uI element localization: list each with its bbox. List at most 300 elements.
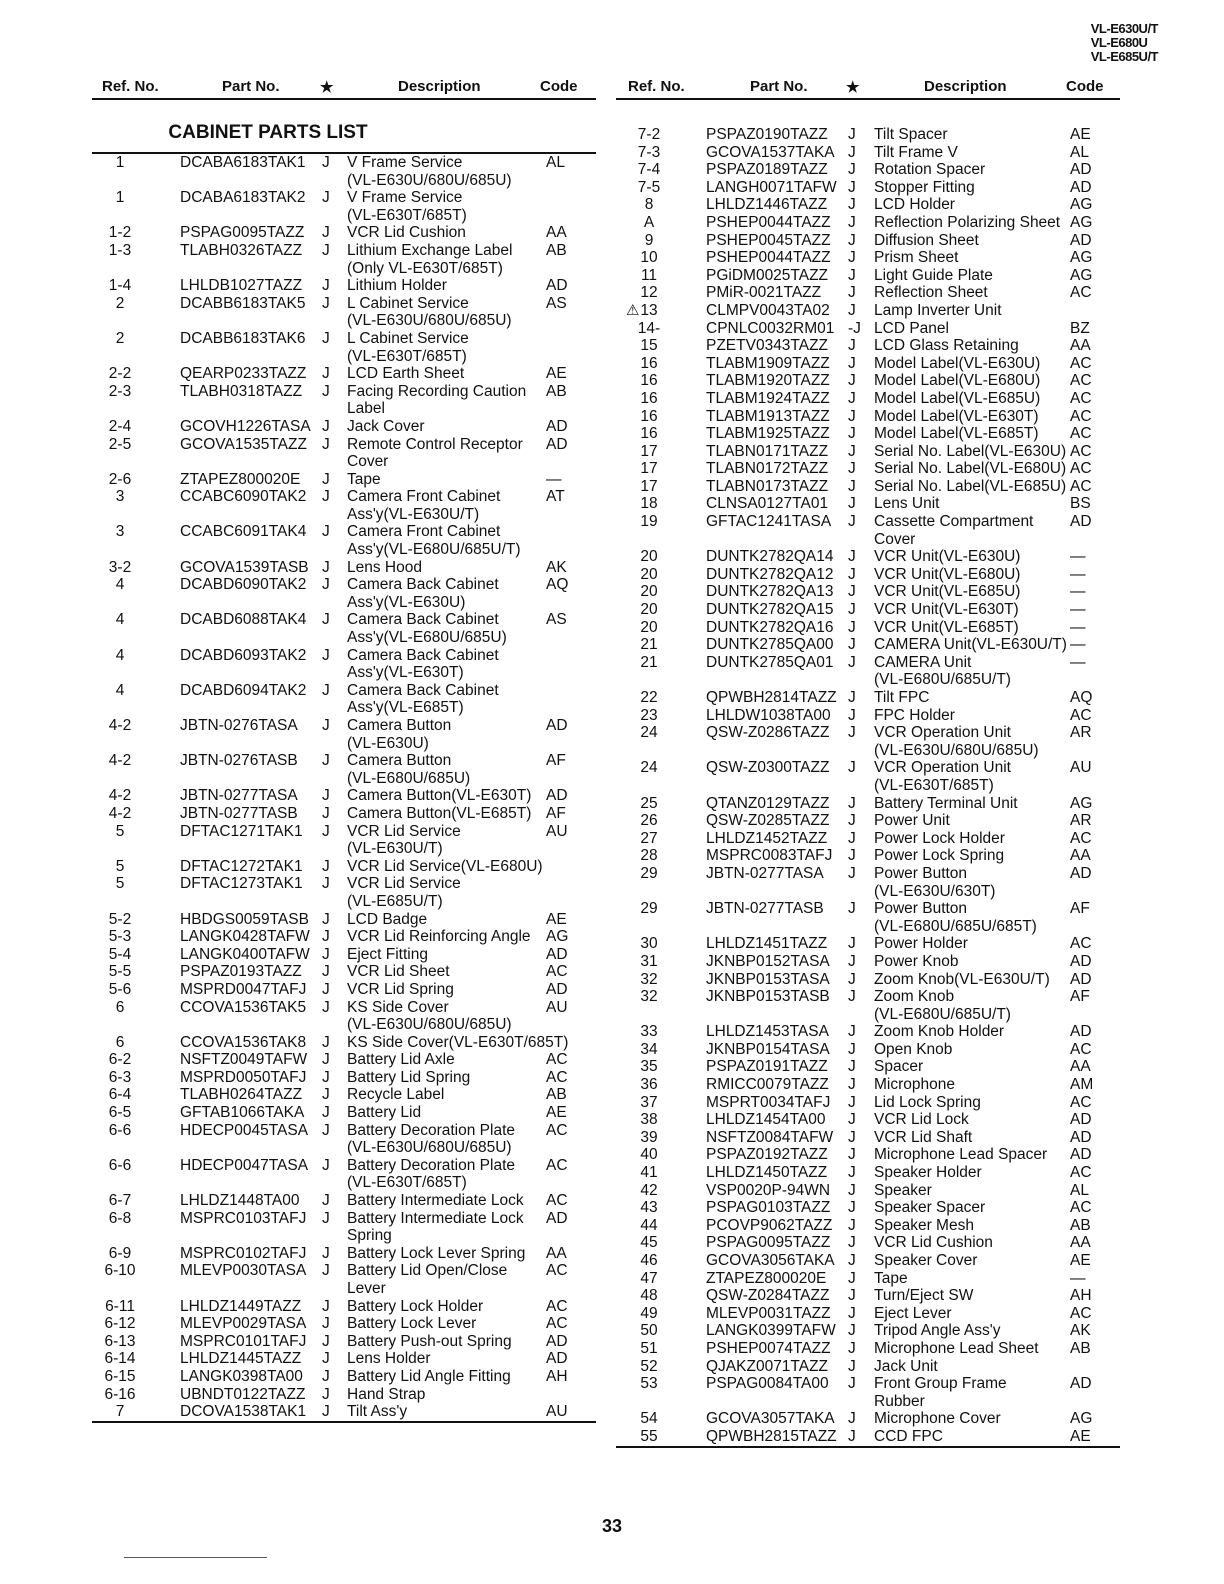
table-row (92, 541, 596, 559)
ref-no: 3-2 (108, 558, 132, 576)
description: Remote Control Receptor (347, 435, 523, 453)
table-row (92, 823, 596, 841)
ref-no: 26 (640, 812, 658, 830)
table-row (616, 1076, 1120, 1094)
description: Microphone Cover (874, 1410, 1001, 1428)
part-no: PSPAZ0191TAZZ (706, 1058, 828, 1076)
part-no: LHLDZ1448TA00 (180, 1192, 300, 1210)
part-no: DUNTK2782QA12 (706, 565, 834, 583)
description: VCR Lid Lock (874, 1111, 969, 1129)
mark: J (848, 1093, 856, 1111)
ref-no: 8 (644, 196, 654, 214)
part-no: LHLDZ1449TAZZ (180, 1297, 302, 1315)
description: Battery Lock Lever Spring (347, 1244, 526, 1262)
ref-no: 6-7 (108, 1192, 132, 1210)
table-row (616, 583, 1120, 601)
code: AU (546, 998, 568, 1016)
code: AD (546, 1209, 568, 1227)
table-row (616, 883, 1120, 901)
mark: J (848, 864, 856, 882)
part-no: PSPAG0095TAZZ (180, 224, 305, 242)
code: AC (546, 963, 568, 981)
description: Ass'y(VL-E680U/685U/T) (347, 541, 521, 559)
part-no: PMiR-0021TAZZ (706, 284, 822, 302)
description: Battery Decoration Plate (347, 1156, 516, 1174)
mark: J (848, 213, 856, 231)
part-no: PSHEP0044TAZZ (706, 249, 831, 267)
code: AE (546, 910, 567, 928)
ref-no: 24 (640, 759, 658, 777)
ref-no: 27 (640, 829, 658, 847)
part-no: MSPRD0050TAFJ (180, 1068, 307, 1086)
table-row (92, 1139, 596, 1157)
part-no: TLABH0326TAZZ (180, 241, 303, 259)
description: VCR Operation Unit (874, 724, 1011, 742)
description: Camera Button (347, 752, 452, 770)
mark: J (848, 847, 856, 865)
description: Tilt Ass'y (347, 1403, 408, 1421)
description: (VL-E685U/T) (347, 892, 443, 910)
table-row (616, 1199, 1120, 1217)
table-row (92, 418, 596, 436)
description: LCD Earth Sheet (347, 365, 465, 383)
table-row (92, 295, 596, 313)
code: AG (546, 928, 569, 946)
part-no: TLABM1920TAZZ (706, 372, 830, 390)
code: AD (1070, 513, 1092, 531)
code: AD (546, 417, 568, 435)
table-row (92, 911, 596, 929)
description: (VL-E630T/685T) (347, 206, 467, 224)
description: LCD Holder (874, 196, 955, 214)
table-row (616, 1164, 1120, 1182)
ref-no: 4-2 (108, 717, 132, 734)
description: Microphone Lead Sheet (874, 1339, 1039, 1357)
description: Camera Back Cabinet (347, 576, 499, 594)
mark: J (848, 1023, 856, 1041)
code: AB (546, 1086, 567, 1104)
table-row (616, 179, 1120, 197)
mark: J (322, 1051, 330, 1069)
code: AK (546, 558, 567, 576)
code: AH (1070, 1287, 1092, 1305)
code: BS (1070, 495, 1091, 513)
warning-icon: ⚠ (626, 301, 640, 319)
ref-no: 28 (640, 847, 658, 865)
header-part: Part No. (222, 78, 280, 95)
table-row (92, 682, 596, 700)
code: AG (1070, 266, 1093, 284)
code: — (1070, 583, 1086, 601)
table-row (616, 830, 1120, 848)
mark: J (848, 425, 856, 443)
mark: J (322, 1033, 330, 1051)
part-no: HDECP0047TASA (180, 1156, 309, 1174)
part-no: QPWBH2815TAZZ (706, 1427, 837, 1445)
code: AL (546, 154, 565, 171)
code: BZ (1070, 319, 1090, 337)
table-row (92, 383, 596, 401)
table-row (92, 946, 596, 964)
mark: J (848, 1234, 856, 1252)
ref-no: 5 (115, 822, 125, 840)
ref-no: 23 (640, 706, 658, 724)
code: AB (1070, 1339, 1091, 1357)
table-row (92, 629, 596, 647)
ref-no: 17 (640, 477, 658, 495)
part-no: MLEVP0031TAZZ (706, 1304, 831, 1322)
part-no: DCABD6088TAK4 (180, 611, 307, 629)
ref-no: 1 (115, 154, 125, 171)
table-row (616, 355, 1120, 373)
code: AB (546, 241, 567, 259)
description: VCR Operation Unit (874, 759, 1011, 777)
part-no: QSW-Z0300TAZZ (706, 759, 830, 777)
code: AA (1070, 1234, 1091, 1252)
part-no: PSHEP0074TAZZ (706, 1339, 831, 1357)
part-no: DCOVA1538TAK1 (180, 1403, 307, 1421)
part-no: DCABB6183TAK6 (180, 329, 306, 347)
part-no: ZTAPEZ800020E (706, 1269, 827, 1287)
ref-no: 39 (640, 1128, 658, 1146)
ref-no: 7-5 (637, 178, 661, 196)
ref-no: 3 (115, 523, 125, 541)
part-no: DCABD6094TAK2 (180, 681, 307, 699)
description: Tape (874, 1269, 908, 1287)
ref-no: 5-5 (108, 963, 132, 981)
code: AD (1070, 952, 1092, 970)
part-no: GCOVA1537TAKA (706, 143, 835, 161)
table-row (92, 172, 596, 190)
description: Recycle Label (347, 1086, 445, 1104)
description: Hand Strap (347, 1385, 426, 1403)
part-no: DCABD6090TAK2 (180, 576, 307, 594)
ref-no: 6 (115, 998, 125, 1016)
model-3: VL-E685U/T (1090, 49, 1158, 64)
code: AF (1070, 988, 1090, 1006)
table-row (616, 795, 1120, 813)
ref-no: 55 (640, 1427, 658, 1445)
description: Battery Lid Angle Fitting (347, 1367, 511, 1385)
ref-no: 5-4 (108, 945, 132, 963)
code: AR (1070, 724, 1092, 742)
ref-no: 17 (640, 442, 658, 460)
description: LCD Badge (347, 910, 428, 928)
ref-no: 22 (640, 689, 658, 706)
description: Zoom Knob (874, 988, 955, 1006)
mark: J (848, 759, 856, 777)
ref-no: 45 (640, 1234, 658, 1252)
table-row (92, 1016, 596, 1034)
part-no: MLEVP0029TASA (180, 1315, 307, 1333)
ref-no: 6 (115, 1033, 125, 1051)
description: Battery Intermediate Lock (347, 1192, 524, 1210)
description: Serial No. Label(VL-E680U) (874, 460, 1067, 478)
mark: J (848, 442, 856, 460)
table-row (616, 1428, 1120, 1446)
description: Lever (347, 1280, 386, 1297)
table-row (616, 918, 1120, 936)
part-no: LHLDZ1446TAZZ (706, 196, 828, 214)
description: Model Label(VL-E630T) (874, 407, 1039, 425)
code: AC (1070, 284, 1092, 302)
description: Camera Back Cabinet (347, 681, 499, 699)
mark: J (848, 548, 856, 566)
table-row (92, 1174, 596, 1192)
part-no: HDECP0045TASA (180, 1121, 309, 1139)
part-no: LANGK0398TA00 (180, 1367, 303, 1385)
table-row (92, 770, 596, 788)
part-no: GFTAC1241TASA (706, 513, 832, 531)
description: Diffusion Sheet (874, 231, 979, 249)
description: Power Knob (874, 952, 959, 970)
part-no: NSFTZ0084TAFW (706, 1128, 834, 1146)
code: AC (1070, 389, 1092, 407)
part-no: MSPRT0034TAFJ (706, 1093, 831, 1111)
table-row (616, 267, 1120, 285)
mark: J (848, 372, 856, 390)
description: VCR Lid Sheet (347, 963, 450, 981)
ref-no: 32 (640, 970, 658, 988)
table-row (616, 249, 1120, 267)
part-no: LANGH0071TAFW (706, 178, 837, 196)
ref-no: 9 (644, 231, 654, 249)
part-no: DCABB6183TAK5 (180, 294, 306, 312)
ref-no: 5-6 (108, 980, 132, 998)
ref-no: 6-6 (108, 1121, 132, 1139)
description: VCR Lid Service(VL-E680U) (347, 857, 543, 875)
part-no: LANGK0400TAFW (180, 945, 310, 963)
code: — (1070, 653, 1086, 671)
ref-no: 46 (640, 1252, 658, 1269)
ref-no: 16 (640, 389, 658, 407)
part-no: ZTAPEZ800020E (180, 470, 301, 488)
description: (VL-E680U/685U) (347, 769, 471, 787)
code: AD (546, 787, 568, 805)
table-row (616, 337, 1120, 355)
table-row (616, 126, 1120, 144)
mark: J (848, 1410, 856, 1428)
part-no: LHLDZ1453TASA (706, 1023, 829, 1041)
part-no: PZETV0343TAZZ (706, 337, 829, 355)
part-no: QTANZ0129TAZZ (706, 794, 830, 812)
table-row (616, 1006, 1120, 1024)
code: AC (1070, 1040, 1092, 1058)
mark: J (848, 337, 856, 355)
mark: J (848, 1181, 856, 1199)
mark: J (848, 407, 856, 425)
table-row (92, 330, 596, 348)
code: AE (546, 1104, 567, 1122)
part-no: DUNTK2782QA16 (706, 618, 834, 636)
mark: J (322, 717, 330, 734)
table-row (616, 1058, 1120, 1076)
ref-no: 35 (640, 1058, 658, 1076)
ref-no: 6-12 (104, 1315, 136, 1333)
mark: J (322, 365, 330, 383)
model-2: VL-E680U (1090, 35, 1148, 50)
mark: J (848, 477, 856, 495)
mark: J (848, 583, 856, 601)
mark: J (848, 601, 856, 619)
mark: J (848, 1146, 856, 1164)
mark: J (848, 495, 856, 513)
mark: J (322, 928, 330, 946)
description: Tilt FPC (874, 689, 930, 706)
part-no: PSHEP0044TAZZ (706, 213, 831, 231)
code: AL (1070, 1181, 1089, 1199)
mark: J (848, 249, 856, 267)
mark: J (848, 1128, 856, 1146)
part-no: VSP0020P-94WN (706, 1181, 831, 1199)
ref-no: 54 (640, 1410, 658, 1428)
part-no: TLABH0318TAZZ (180, 382, 303, 400)
ref-no: 2-2 (108, 365, 132, 383)
ref-no: 6-10 (104, 1262, 136, 1280)
ref-no: 5-3 (108, 928, 132, 946)
mark: J (848, 565, 856, 583)
description: Speaker Holder (874, 1164, 982, 1182)
part-no: JBTN-0277TASA (706, 864, 824, 882)
mark: J (848, 1269, 856, 1287)
ref-no: 2-4 (108, 417, 132, 435)
code: AD (1070, 161, 1092, 179)
code: AD (546, 277, 568, 295)
part-no: TLABN0173TAZZ (706, 477, 829, 495)
mark: J (322, 277, 330, 295)
part-no: NSFTZ0049TAFW (180, 1051, 308, 1069)
mark: J (322, 1315, 330, 1333)
table-row (92, 1122, 596, 1140)
table-row (616, 971, 1120, 989)
code: AD (1070, 1375, 1092, 1393)
ref-no: 10 (640, 249, 658, 267)
description: VCR Lid Cushion (347, 224, 466, 242)
table-row (616, 953, 1120, 971)
header-star: ★ (320, 79, 334, 96)
description: Serial No. Label(VL-E630U) (874, 442, 1067, 460)
part-no: JKNBP0153TASB (706, 988, 830, 1006)
model-1: VL-E630U/T (1090, 21, 1158, 36)
table-row (616, 1182, 1120, 1200)
table-row (616, 671, 1120, 689)
part-no: LHLDW1038TA00 (706, 706, 831, 724)
ref-no: 4-2 (108, 804, 132, 822)
ref-no: 1 (115, 189, 125, 207)
part-no: QSW-Z0286TAZZ (706, 724, 830, 742)
ref-no: 16 (640, 425, 658, 443)
table-row (92, 699, 596, 717)
code: AF (546, 752, 566, 770)
table-row (616, 1375, 1120, 1393)
mark: J (322, 787, 330, 805)
description: Power Button (874, 864, 968, 882)
table-row (92, 735, 596, 753)
ref-no: 7-4 (637, 161, 661, 179)
part-no: DUNTK2782QA14 (706, 548, 834, 566)
code: AC (1070, 1199, 1092, 1217)
table-row (92, 1386, 596, 1404)
code: AC (546, 1297, 568, 1315)
description: VCR Unit(VL-E630U) (874, 548, 1021, 566)
table-row (616, 847, 1120, 865)
ref-no: A (643, 213, 655, 231)
table-row (92, 1245, 596, 1263)
description: Reflection Polarizing Sheet (874, 213, 1061, 231)
description: Power Unit (874, 812, 950, 830)
description: VCR Unit(VL-E680U) (874, 565, 1021, 583)
code: AT (546, 488, 565, 506)
mark: J (848, 1357, 856, 1375)
code: AC (546, 1156, 568, 1174)
table-row (92, 154, 596, 172)
ref-no: 6-16 (104, 1385, 136, 1403)
part-no: DCABA6183TAK2 (180, 189, 306, 207)
table-row (616, 865, 1120, 883)
mark: J (322, 576, 330, 594)
ref-no: 2-5 (108, 435, 132, 453)
description: Tilt Spacer (874, 126, 948, 143)
ref-no: 43 (640, 1199, 658, 1217)
part-no: CLNSA0127TA01 (706, 495, 829, 513)
header-ref: Ref. No. (628, 78, 685, 95)
description: Stopper Fitting (874, 178, 975, 196)
table-row (92, 576, 596, 594)
mark: J (848, 794, 856, 812)
description: Model Label(VL-E685U) (874, 389, 1041, 407)
mark: J (322, 1403, 330, 1421)
ref-no: 32 (640, 988, 658, 1006)
ref-no: 17 (640, 460, 658, 478)
ref-no: 15 (640, 337, 658, 355)
table-row (92, 436, 596, 454)
ref-no: 1-4 (108, 277, 132, 295)
table-row (92, 981, 596, 999)
code: AC (546, 1068, 568, 1086)
right-column (616, 76, 1120, 1448)
code: AD (1070, 864, 1092, 882)
table-row (92, 1333, 596, 1351)
ref-no: 20 (640, 601, 658, 619)
description: Battery Lid Axle (347, 1051, 455, 1069)
code: AC (1070, 1093, 1092, 1111)
description: Rubber (874, 1392, 925, 1410)
description: V Frame Service (347, 154, 463, 171)
description: (VL-E630U/680U/685U) (347, 1016, 512, 1034)
code: AE (1070, 126, 1091, 143)
description: (VL-E630T/685T) (347, 347, 467, 365)
table-row (92, 1104, 596, 1122)
description: (VL-E630U/680U/685U) (874, 741, 1039, 759)
description: CAMERA Unit(VL-E630U/T) (874, 636, 1067, 654)
ref-no: 6-15 (104, 1367, 136, 1385)
table-row (92, 1227, 596, 1245)
footer-line (124, 1557, 267, 1558)
part-no: MSPRC0102TAFJ (180, 1244, 307, 1262)
table-row (616, 1270, 1120, 1288)
mark: J (848, 266, 856, 284)
table-row (92, 999, 596, 1017)
page-number: 33 (601, 1516, 623, 1536)
ref-no: 40 (640, 1146, 658, 1164)
description: KS Side Cover (347, 998, 449, 1016)
part-no: PGiDM0025TAZZ (706, 266, 829, 284)
description: Cover (874, 530, 916, 548)
ref-no: 20 (640, 583, 658, 601)
table-row (92, 875, 596, 893)
mark: J (848, 513, 856, 531)
part-no: GCOVA1539TASB (180, 558, 309, 576)
